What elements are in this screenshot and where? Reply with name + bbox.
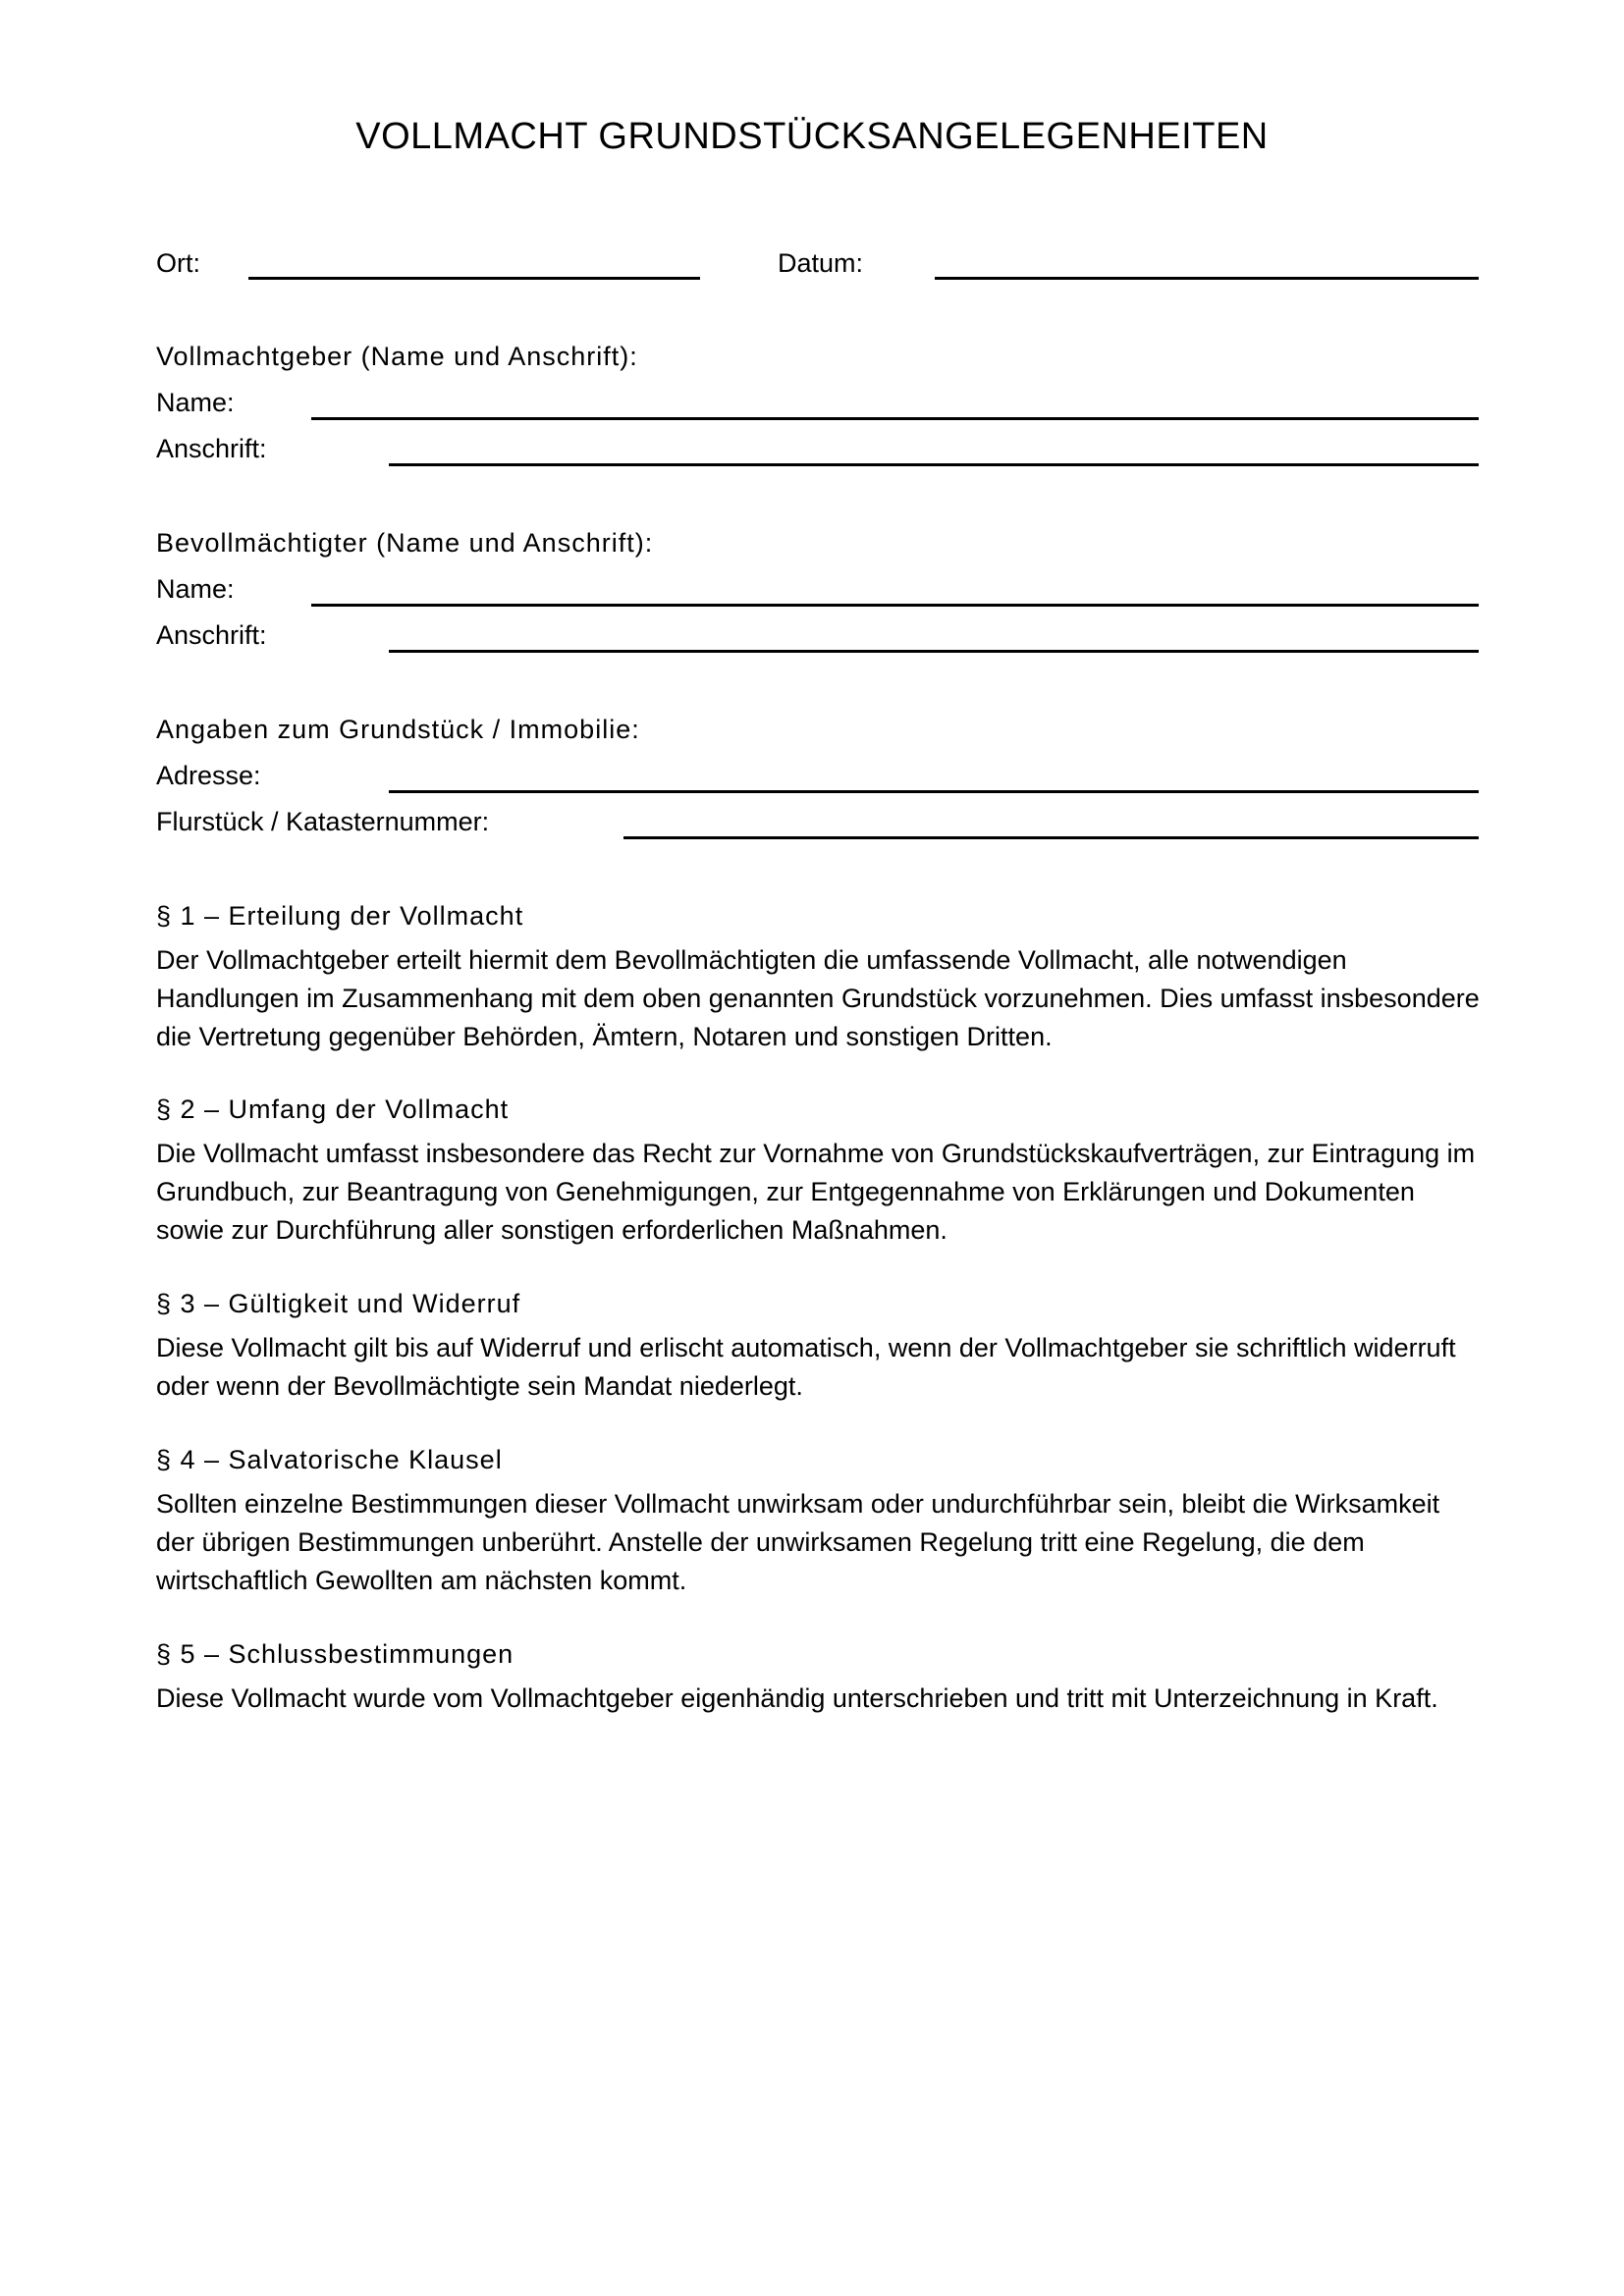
property-heading: Angaben zum Grundstück / Immobilie: <box>156 715 640 744</box>
section-3-heading: § 3 – Gültigkeit und Widerruf <box>156 1289 521 1318</box>
attorney-name-label: Name: <box>156 574 235 604</box>
attorney-name-field[interactable] <box>311 604 1479 607</box>
attorney-heading: Bevollmächtigter (Name und Anschrift): <box>156 528 654 558</box>
section-4-body: Sollten einzelne Bestimmungen dieser Vollmacht unwirksam oder undurchführbar sein, bleibt die Wirksamkeit der übrigen Bestimmungen unberührt. Anstelle der unwirksamen Regelung tritt eine Regelung, die dem wirtschaftlich Gewollten am nächsten kommt. <box>156 1489 1440 1595</box>
grantor-address-field[interactable] <box>389 463 1479 466</box>
section-5-heading: § 5 – Schlussbestimmungen <box>156 1639 514 1669</box>
grantor-address-label: Anschrift: <box>156 434 267 463</box>
property-address-label: Adresse: <box>156 761 261 790</box>
date-label: Datum: <box>778 248 864 278</box>
grantor-name-field[interactable] <box>311 417 1479 420</box>
section-2-body: Die Vollmacht umfasst insbesondere das Recht zur Vornahme von Grundstückskaufverträgen, zur Eintragung im Grundbuch, zur Beantragung von Genehmigungen, zur Entgegennahme von Erklärungen und Dokumenten sowie zur Durchführung aller sonstigen erforderlichen Maßnahmen. <box>156 1139 1476 1245</box>
attorney-address-label: Anschrift: <box>156 620 267 650</box>
place-field[interactable] <box>248 277 700 280</box>
section-2-heading: § 2 – Umfang der Vollmacht <box>156 1095 510 1124</box>
section-1-heading: § 1 – Erteilung der Vollmacht <box>156 901 524 931</box>
document-title: VOLLMACHT GRUNDSTÜCKSANGELEGENHEITEN <box>355 116 1269 157</box>
place-label: Ort: <box>156 248 200 278</box>
section-2 <box>156 1094 1482 1250</box>
section-5-body: Diese Vollmacht wurde vom Vollmachtgeber eigenhändig unterschrieben und tritt mit Unterzeichnung in Kraft. <box>156 1683 1438 1713</box>
section-1 <box>156 900 1482 1056</box>
section-3-body: Diese Vollmacht gilt bis auf Widerruf und erlischt automatisch, wenn der Vollmachtgeber sie schriftlich widerruft oder wenn der Bevollmächtigte sein Mandat niederlegt. <box>156 1333 1456 1401</box>
section-5 <box>156 1638 1482 1718</box>
section-4-heading: § 4 – Salvatorische Klausel <box>156 1445 503 1474</box>
grantor-heading: Vollmachtgeber (Name und Anschrift): <box>156 342 638 371</box>
section-3 <box>156 1288 1482 1406</box>
grantor-name-label: Name: <box>156 388 235 417</box>
parcel-number-label: Flurstück / Katasternummer: <box>156 807 490 836</box>
section-4 <box>156 1444 1482 1600</box>
section-1-body: Der Vollmachtgeber erteilt hiermit dem Bevollmächtigten die umfassende Vollmacht, alle notwendigen Handlungen im Zusammenhang mit dem oben genannten Grundstück vorzunehmen. Dies umfasst insbesondere die Vertretung gegenüber Behörden, Ämtern, Notaren und sonstigen Dritten. <box>156 945 1480 1051</box>
property-address-field[interactable] <box>389 790 1479 793</box>
attorney-address-field[interactable] <box>389 650 1479 653</box>
parcel-number-field[interactable] <box>623 836 1479 839</box>
date-field[interactable] <box>935 277 1479 280</box>
